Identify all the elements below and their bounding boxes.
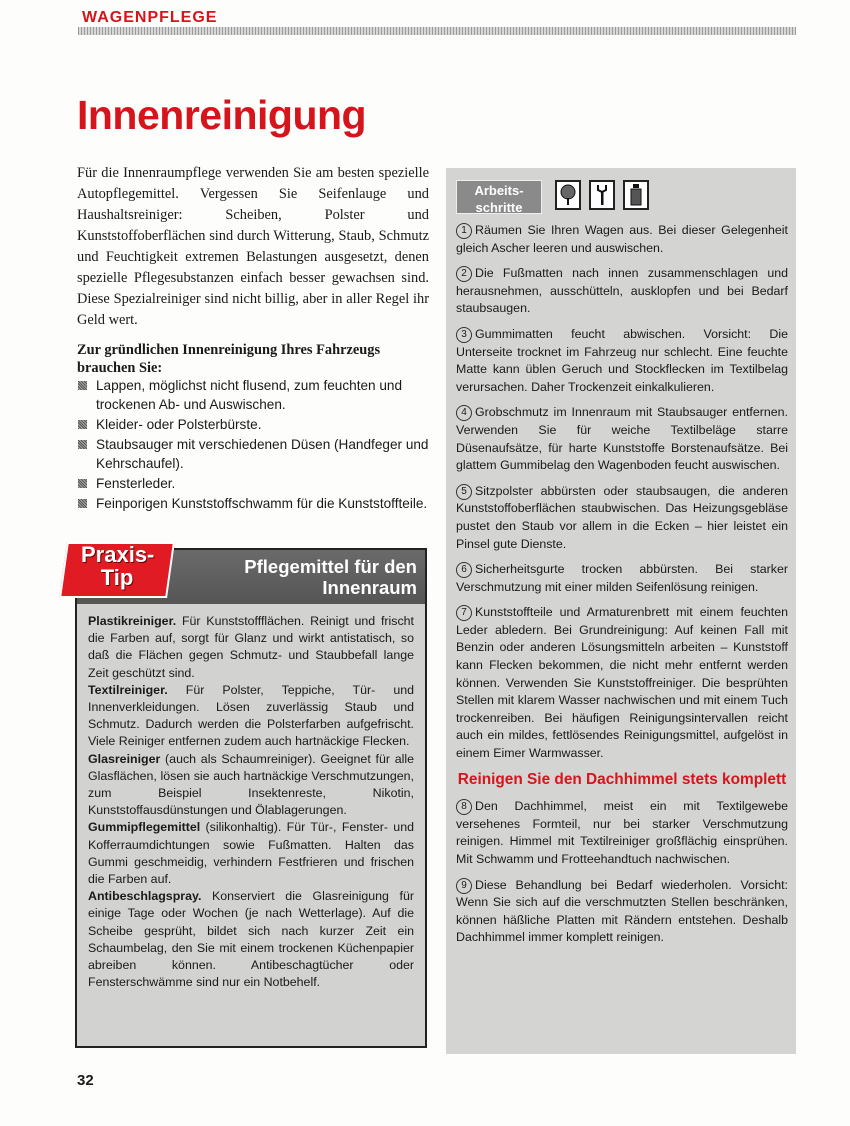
step-item [456,483,788,553]
list-item-text: Fensterleder. [96,476,176,491]
steps-subheading: Reinigen Sie den Dachhimmel stets komplett [457,770,787,788]
tip-item [88,888,414,991]
list-item [77,435,429,473]
list-item [77,494,429,513]
wrench-icon [589,180,615,210]
step-icons [555,180,649,210]
step-text: Kunststoffteile und Armaturenbrett mit einem feuchten Leder abledern. Bei Grundreinigung: Auf keinen Fall mit Benzin oder anderen Lösungsmitteln arbeiten – Kunststoff kann Flecken bekommen, die nicht mehr entfernt werden können. Verwenden Sie Kunststoffreiniger. Die besprühten Stellen mit klarem Wasser nachwischen und mit einem Tuch trockenreiben. Bei häufigen Reinigungsintervallen reicht auch ein mildes, fettlösendes Reinigungsmittel, aufgelöst in einem Eimer Warmwasser. [456,605,788,761]
tip-text: Für Polster, Teppiche, Tür- und Innenverkleidungen. Lösen zuverlässig Staub und Schmutz. Dadurch werden die Polsterfarben aufgefrischt. Viele Reiniger entfernen zudem auch hartnäckige Flecken. [88,682,414,749]
step-text: Räumen Sie Ihren Wagen aus. Bei dieser Gelegenheit gleich Ascher leeren und auswischen. [456,223,788,255]
tip-text: Konserviert die Glasreinigung für einige Tage oder Wochen (je nach Wetterlage). Auf die Scheibe gesprüht, bildet sich nach kurzer Zeit ein Schaumbelag, den Sie mit einem trockenen Küchenpapier abreiben können. Antibeschagtücher oder Fensterschwämme sind nur ein Notbehelf. [88,889,414,990]
step-item [456,561,788,596]
step-item [456,404,788,474]
step-text: Diese Behandlung bei Bedarf wiederholen. Vorsicht: Wenn Sie sich auf die verschmutzten Stellen beschränken, können häßliche Platten mit Rändern entstehen. Deshalb Dachhimmel immer komplett reinigen. [456,877,788,945]
tools-heading: Zur gründlichen Innenreinigung Ihres Fahrzeugs brauchen Sie: [77,342,381,376]
list-item-text: Lappen, möglichst nicht flusend, zum feuchten und trockenen Ab- und Auswischen. [96,378,403,412]
page-number: 32 [77,1072,94,1089]
step-number: 4 [456,405,472,421]
step-text: Sitzpolster abbürsten oder staubsaugen, die anderen Kunststoffoberflächen staubwischen. Das Heizungsgebläse pustet den Staub vor allem in die Ecken – hier leistet ein Pinsel gute Dienste. [456,483,788,551]
tools-list [77,376,429,514]
step-number: 5 [456,484,472,500]
step-item [456,265,788,318]
step-number: 8 [456,799,472,815]
tip-body [88,613,414,991]
tip-item [88,682,414,751]
list-item-text: Feinporigen Kunststoffschwamm für die Kunststoffteile. [96,496,428,511]
praxis-tip-badge [63,542,171,598]
tip-term: Gummipflegemittel [88,820,201,835]
badge-line: schritte [475,200,523,215]
bullet-square-icon [78,381,87,390]
step-text: Die Fußmatten nach innen zusammenschlagen und herausnehmen, ausschütteln, ausklopfen und bei Bedarf staubsaugen. [456,266,788,316]
step-text: Gummimatten feucht abwischen. Vorsicht: Die Unterseite trocknet im Fahrzeug nur schlecht. Eine feuchte Matte kann üblen Geruch und Stockflecken im Textilbelag verursachen. Daher Trockenzeit einkalkulieren. [456,326,788,394]
bullet-square-icon [78,479,87,488]
tree-icon [555,180,581,210]
step-item [456,222,788,257]
step-text: Den Dachhimmel, meist ein mit Textilgewebe versehenes Formteil, nur bei starker Verschmutzung reinigen. Himmel mit Textilreiniger großflächig einsprühen. Mit Schwamm und Frotteehandtuch nachwischen. [456,799,788,866]
step-number: 7 [456,605,472,621]
badge-label: Praxis-Tip [81,542,155,590]
step-number: 9 [456,878,472,894]
list-item [77,474,429,493]
tip-text: (silikonhaltig). Für Tür-, Fenster- und Kofferraumdichtungen sowie Fußmatten. Halten das Gummi geschmeidig, verhindern Festfrieren und frischen die Farben auf. [88,820,414,887]
step-number: 3 [456,327,472,343]
intro-paragraph: Für die Innenraumpflege verwenden Sie am besten spezielle Autopflegemittel. Vergessen Sie Seifenlauge und Haushaltsreiniger: Scheiben, Polster und Kunststoffoberflächen sind durch Witterung, Staub, Schmutz und Feuchtigkeit extremen Belastungen ausgesetzt, denen spezielle Pflegesubstanzen einfach besser gewachsen sind. Diese Spezialreiniger sind nicht billig, aber in aller Regel ihr Geld wert. [77,165,429,328]
list-item-text: Staubsauger mit verschiedenen Düsen (Handfeger und Kehrschaufel). [96,437,429,471]
work-steps-box [446,168,796,1054]
list-item [77,376,429,414]
badge-line: Arbeits- [474,183,524,198]
tip-title: Pflegemittel für den Innenraum [244,556,417,598]
tip-term: Glasreiniger [88,751,161,766]
tip-term: Textilreiniger. [88,682,168,697]
work-steps-badge [456,180,542,214]
steps-body [456,222,788,955]
section-label: WAGENPFLEGE [82,9,218,26]
header-rule [78,27,796,35]
tip-item [88,751,414,820]
step-number: 1 [456,223,472,239]
praxis-tip-box [75,542,427,1048]
tip-item [88,613,414,682]
tip-text: (auch als Schaumreiniger). Geeignet für alle Glasflächen, lösen sie auch hartnäckige Verschmutzungen, zum Beispiel Insektenreste, Nikotin, Kunststoffausdünstungen und Ölablagerungen. [88,751,414,818]
step-item [456,326,788,396]
list-item-text: Kleider- oder Polsterbürste. [96,417,262,432]
list-item [77,415,429,434]
bullet-square-icon [78,420,87,429]
tip-term: Antibeschlagspray. [88,889,202,904]
step-item [456,798,788,868]
step-number: 2 [456,266,472,282]
step-item [456,877,788,947]
bullet-square-icon [78,499,87,508]
step-text: Sicherheitsgurte trocken abbürsten. Bei starker Verschmutzung mit einer milden Seifenlösung reinigen. [456,562,788,594]
page-title: Innenreinigung [77,92,367,138]
step-number: 6 [456,562,472,578]
step-text: Grobschmutz im Innenraum mit Staubsauger entfernen. Verwenden Sie für weiche Textilbeläge starre Düsenaufsätze, für harte Kunststoffe Borstenaufsätze. Bei glattem Gummibelag den Wagenboden feucht auswischen. [456,405,788,473]
spray-bottle-icon [623,180,649,210]
tip-term: Plastikreiniger. [88,614,177,628]
tip-text: Für Kunststoffflächen. Reinigt und frischt die Farben auf, sorgt für Glanz und wirkt antistatisch, so daß die Flächen gegen Schmutz- und Staubbefall lange Zeit geschützt sind. [88,614,414,680]
step-item [456,604,788,762]
tip-item [88,819,414,888]
bullet-square-icon [78,440,87,449]
